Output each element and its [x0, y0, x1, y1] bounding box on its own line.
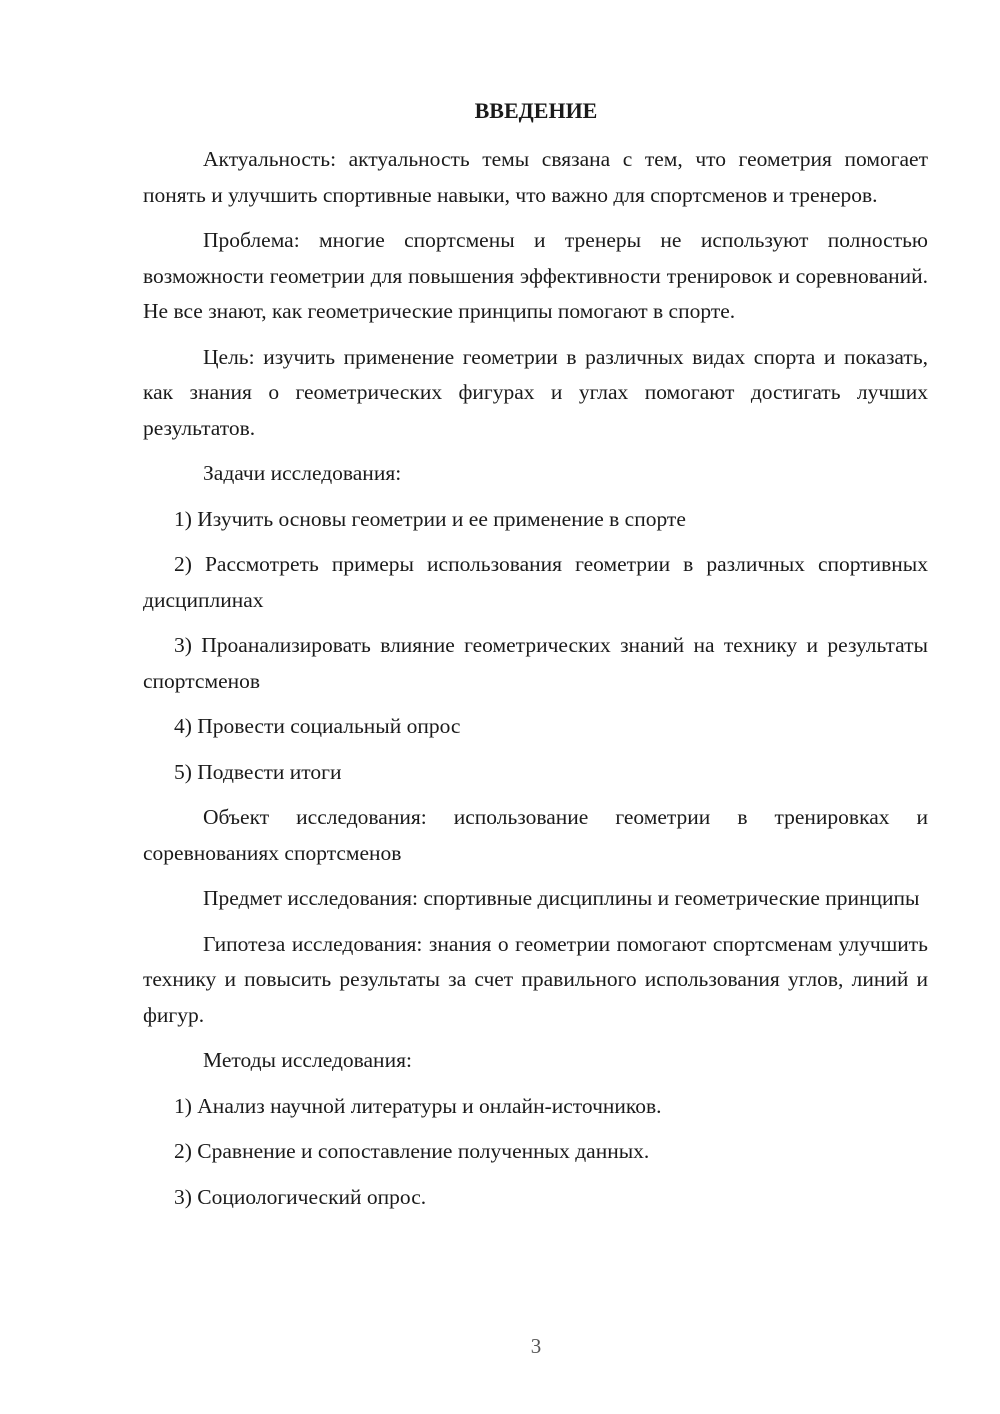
method-item-2: 2) Сравнение и сопоставление полученных данных.	[174, 1139, 650, 1163]
paragraph-relevance: Актуальность: актуальность темы связана с тем, что геометрия помогает понять и улучшить спортивные навыки, что важно для спортсменов и тренеров.	[143, 147, 928, 207]
method-item-3: 3) Социологический опрос.	[174, 1184, 427, 1209]
task-item-3: 3) Проанализировать влияние геометрических знаний на технику и результаты спортсменов	[143, 633, 928, 693]
paragraph-hypothesis: Гипотеза исследования: знания о геометрии помогают спортсменам улучшить технику и повысить результаты за счет правильного использования углов, линий и фигур.	[143, 931, 928, 1027]
paragraph-methods-heading: Методы исследования:	[203, 1048, 412, 1072]
page-title: ВВЕДЕНИЕ	[474, 98, 598, 123]
method-item-1: 1) Анализ научной литературы и онлайн-источников.	[174, 1093, 662, 1118]
paragraph-goal: Цель: изучить применение геометрии в различных видах спорта и показать, как знания о геометрических фигурах и углах помогают достигать лучших результатов.	[143, 344, 928, 440]
page-number: 3	[530, 1334, 542, 1358]
document-body	[143, 142, 928, 1215]
paragraph-object: Объект исследования: использование геометрии в тренировках и соревнованиях спортсменов	[143, 805, 928, 865]
task-item-4: 4) Провести социальный опрос	[174, 714, 461, 738]
task-item-5: 5) Подвести итоги	[174, 759, 342, 784]
paragraph-problem: Проблема: многие спортсмены и тренеры не используют полностью возможности геометрии для повышения эффективности тренировок и соревнований. Не все знают, как геометрические принципы помогают в спорте.	[143, 228, 928, 323]
paragraph-subject: Предмет исследования: спортивные дисциплины и геометрические принципы	[203, 886, 920, 910]
paragraph-tasks-heading: Задачи исследования:	[203, 461, 402, 485]
task-item-2: 2) Рассмотреть примеры использования геометрии в различных спортивных дисциплинах	[143, 552, 928, 612]
task-item-1: 1) Изучить основы геометрии и ее применение в спорте	[174, 506, 686, 531]
